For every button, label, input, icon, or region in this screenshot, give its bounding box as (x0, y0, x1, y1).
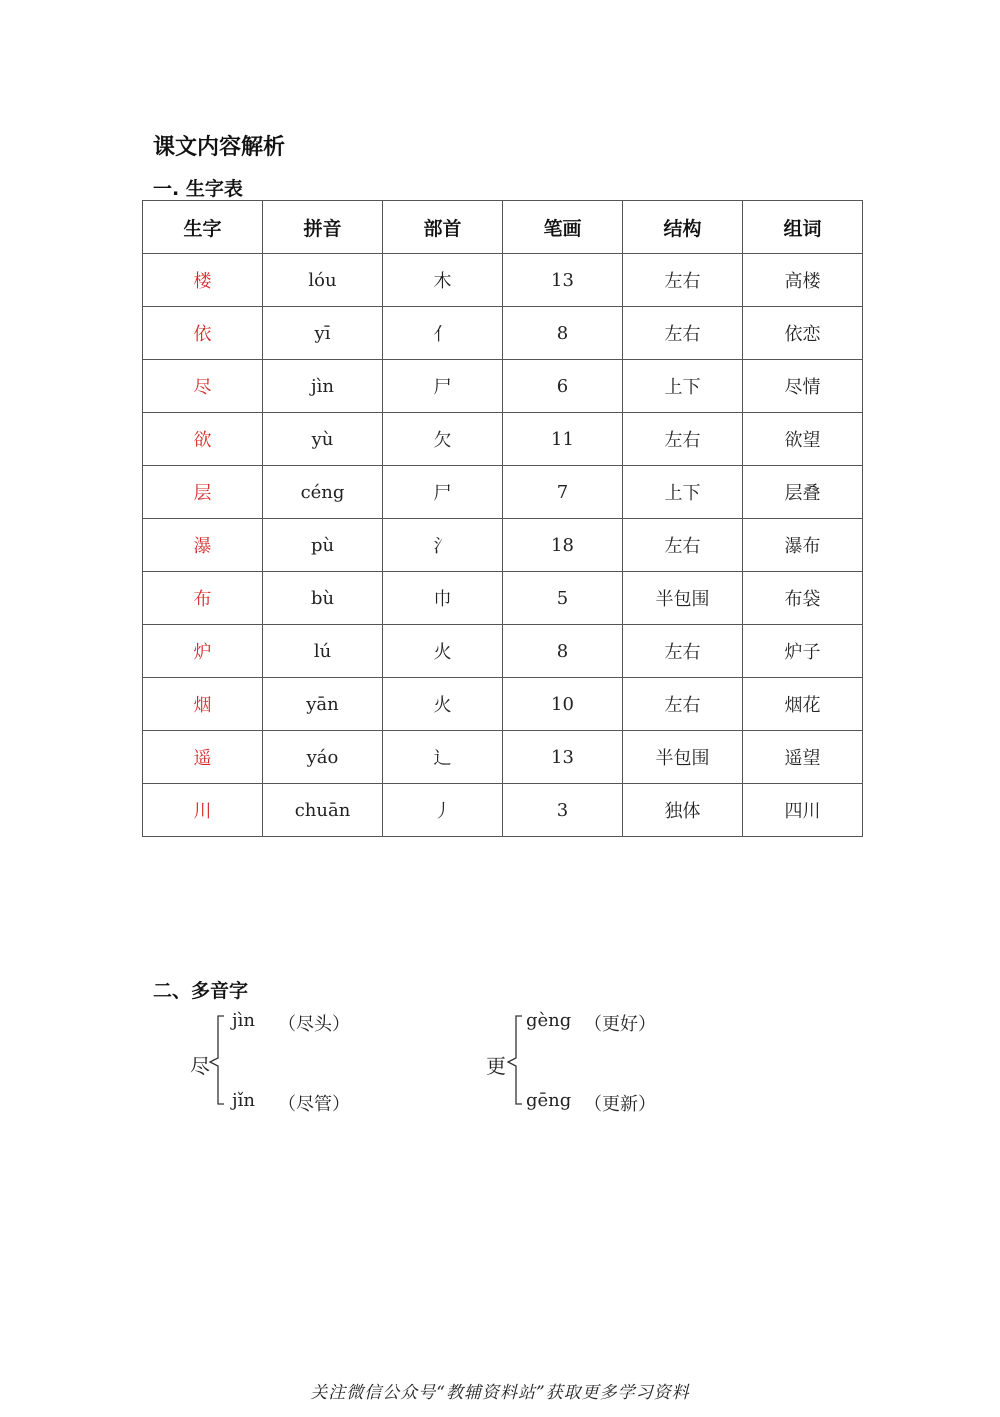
cell-radical: 火 (383, 625, 503, 678)
reading-word: （更新） (584, 1094, 656, 1115)
cell-radical: 巾 (383, 572, 503, 625)
reading-word: （尽管） (278, 1094, 350, 1115)
table-row (143, 466, 863, 519)
cell-char: 楼 (143, 254, 263, 307)
cell-structure: 左右 (623, 519, 743, 572)
table-row (143, 572, 863, 625)
reading-pinyin: gēng (526, 1090, 572, 1111)
cell-structure: 上下 (623, 360, 743, 413)
cell-pinyin: lóu (263, 254, 383, 307)
cell-strokes: 11 (503, 413, 623, 466)
cell-pinyin: yī (263, 307, 383, 360)
cell-radical: 丿 (383, 784, 503, 837)
col-header-strokes: 笔画 (503, 201, 623, 254)
col-header-structure: 结构 (623, 201, 743, 254)
section-heading-vocabulary: 一. 生字表 (153, 178, 243, 200)
reading-word: （尽头） (278, 1014, 350, 1035)
cell-words: 四川 (743, 784, 863, 837)
cell-structure: 左右 (623, 678, 743, 731)
footer-note: 关注微信公众号“教辅资料站”获取更多学习资料 (310, 1383, 690, 1403)
cell-char: 烟 (143, 678, 263, 731)
table-row (143, 678, 863, 731)
vocabulary-table (142, 200, 863, 837)
reading-word: （更好） (584, 1014, 656, 1035)
table-row (143, 731, 863, 784)
table-row (143, 413, 863, 466)
col-header-pinyin: 拼音 (263, 201, 383, 254)
cell-strokes: 6 (503, 360, 623, 413)
cell-char: 川 (143, 784, 263, 837)
cell-pinyin: yù (263, 413, 383, 466)
cell-char: 布 (143, 572, 263, 625)
cell-structure: 左右 (623, 625, 743, 678)
col-header-char: 生字 (143, 201, 263, 254)
cell-radical: 亻 (383, 307, 503, 360)
cell-words: 瀑布 (743, 519, 863, 572)
table-row (143, 519, 863, 572)
cell-strokes: 3 (503, 784, 623, 837)
cell-pinyin: jìn (263, 360, 383, 413)
cell-structure: 上下 (623, 466, 743, 519)
cell-words: 层叠 (743, 466, 863, 519)
cell-radical: 欠 (383, 413, 503, 466)
col-header-radical: 部首 (383, 201, 503, 254)
cell-strokes: 5 (503, 572, 623, 625)
reading-pinyin: jǐn (232, 1090, 255, 1111)
cell-words: 烟花 (743, 678, 863, 731)
cell-words: 依恋 (743, 307, 863, 360)
table-header-row (143, 201, 863, 254)
cell-char: 欲 (143, 413, 263, 466)
reading-pinyin: gèng (526, 1010, 572, 1031)
polyphonic-item-geng (486, 1008, 686, 1118)
cell-radical: 辶 (383, 731, 503, 784)
polyphonic-char: 更 (486, 1054, 506, 1078)
table-row (143, 625, 863, 678)
cell-structure: 左右 (623, 307, 743, 360)
cell-words: 炉子 (743, 625, 863, 678)
cell-pinyin: bù (263, 572, 383, 625)
cell-char: 依 (143, 307, 263, 360)
page-title: 课文内容解析 (153, 135, 286, 160)
section-heading-polyphonic: 二、多音字 (153, 980, 249, 1002)
cell-pinyin: yáo (263, 731, 383, 784)
cell-char: 炉 (143, 625, 263, 678)
col-header-words: 组词 (743, 201, 863, 254)
cell-strokes: 7 (503, 466, 623, 519)
cell-radical: 尸 (383, 360, 503, 413)
cell-strokes: 18 (503, 519, 623, 572)
cell-structure: 半包围 (623, 572, 743, 625)
cell-structure: 独体 (623, 784, 743, 837)
cell-strokes: 8 (503, 307, 623, 360)
table-row (143, 360, 863, 413)
cell-words: 高楼 (743, 254, 863, 307)
table-row (143, 307, 863, 360)
cell-pinyin: yān (263, 678, 383, 731)
cell-char: 瀑 (143, 519, 263, 572)
reading-pinyin: jìn (232, 1010, 255, 1031)
cell-char: 遥 (143, 731, 263, 784)
cell-pinyin: pù (263, 519, 383, 572)
cell-words: 尽情 (743, 360, 863, 413)
polyphonic-char: 尽 (190, 1054, 210, 1078)
cell-words: 布袋 (743, 572, 863, 625)
cell-radical: 木 (383, 254, 503, 307)
polyphonic-item-jin (190, 1008, 390, 1118)
cell-pinyin: chuān (263, 784, 383, 837)
cell-pinyin: céng (263, 466, 383, 519)
cell-char: 尽 (143, 360, 263, 413)
cell-radical: 尸 (383, 466, 503, 519)
table-row (143, 784, 863, 837)
cell-structure: 左右 (623, 413, 743, 466)
cell-radical: 氵 (383, 519, 503, 572)
cell-strokes: 8 (503, 625, 623, 678)
cell-radical: 火 (383, 678, 503, 731)
cell-char: 层 (143, 466, 263, 519)
cell-strokes: 13 (503, 731, 623, 784)
cell-structure: 半包围 (623, 731, 743, 784)
cell-words: 遥望 (743, 731, 863, 784)
cell-structure: 左右 (623, 254, 743, 307)
cell-strokes: 10 (503, 678, 623, 731)
cell-strokes: 13 (503, 254, 623, 307)
table-row (143, 254, 863, 307)
cell-pinyin: lú (263, 625, 383, 678)
cell-words: 欲望 (743, 413, 863, 466)
